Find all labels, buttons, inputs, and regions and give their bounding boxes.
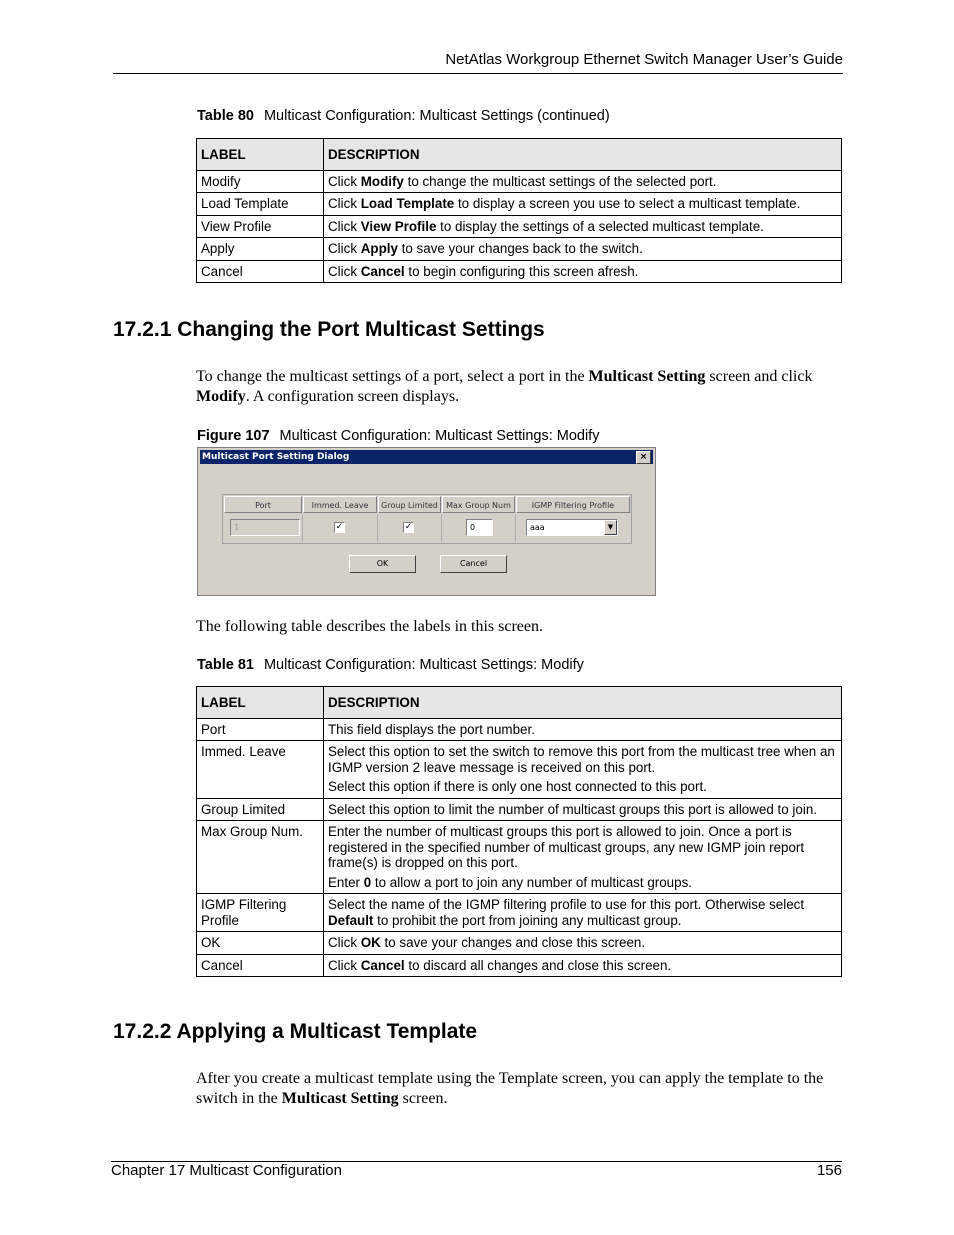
row-description: Click Apply to save your changes back to the switch.: [324, 238, 842, 261]
row-description: Click Cancel to discard all changes and close this screen.: [324, 954, 842, 977]
close-icon[interactable]: ×: [636, 451, 651, 464]
figure-107-caption: [197, 428, 599, 444]
table-row: [197, 260, 842, 283]
table-row: [197, 894, 842, 932]
table-row: [197, 932, 842, 955]
max-group-num-input[interactable]: 0: [466, 519, 493, 536]
row-description: Select the name of the IGMP filtering profile to use for this port. Otherwise select Default to prohibit the port from joining any multicast group.: [324, 894, 842, 932]
igmp-profile-select[interactable]: [526, 519, 618, 536]
table-row: [197, 718, 842, 741]
footer-chapter: Chapter 17 Multicast Configuration: [111, 1162, 342, 1179]
row-label: OK: [197, 932, 324, 955]
table-80-caption: [197, 108, 610, 124]
row-label: IGMP Filtering Profile: [197, 894, 324, 932]
row-description: Select this option to set the switch to remove this port from the multicast tree when an IGMP version 2 leave message is received on this port. Select this option if there is only one host connected to this port.: [324, 741, 842, 799]
running-header: NetAtlas Workgroup Ethernet Switch Manager User’s Guide: [445, 51, 843, 68]
table-row: [197, 170, 842, 193]
header-rule: [113, 73, 843, 74]
port-cell: [224, 514, 303, 542]
table-row: [197, 238, 842, 261]
table-row: [197, 741, 842, 799]
caption-text: Multicast Configuration: Multicast Settings (continued): [263, 108, 610, 124]
col-label: LABEL: [197, 687, 324, 719]
table-row: [197, 798, 842, 821]
table-80: [196, 138, 842, 283]
section-heading: 17.2.1 Changing the Port Multicast Settings: [113, 318, 545, 341]
dialog-title-bar: [200, 450, 653, 464]
table-intro-paragraph: The following table describes the labels in this screen.: [196, 618, 544, 635]
max-group-num-cell: [442, 514, 516, 542]
table-row: [197, 215, 842, 238]
caption-text: Multicast Configuration: Multicast Settings: Modify: [279, 428, 600, 444]
section-heading: 17.2.2 Applying a Multicast Template: [113, 1020, 478, 1043]
table-row: [197, 821, 842, 894]
row-description: Click View Profile to display the settings of a selected multicast template.: [324, 215, 842, 238]
row-description: Click Modify to change the multicast settings of the selected port.: [324, 170, 842, 193]
table-row: [197, 193, 842, 216]
row-label: Immed. Leave: [197, 741, 324, 799]
row-description: Click Cancel to begin configuring this screen afresh.: [324, 260, 842, 283]
table-81-caption: [197, 657, 584, 673]
igmp-profile-cell: [516, 514, 632, 542]
chevron-down-icon[interactable]: ▼: [604, 520, 617, 535]
table-row: [197, 954, 842, 977]
col-description: DESCRIPTION: [324, 687, 842, 719]
col-description: DESCRIPTION: [324, 139, 842, 171]
col-header-max-group-num: Max Group Num: [442, 496, 515, 513]
caption-number: Figure 107: [197, 428, 270, 444]
group-limited-checkbox[interactable]: ✓: [404, 522, 413, 532]
col-header-igmp-filtering-profile: IGMP Filtering Profile: [516, 496, 630, 513]
row-label: Group Limited: [197, 798, 324, 821]
col-header-group-limited: Group Limited: [378, 496, 441, 513]
section-paragraph: After you create a multicast template using the Template screen, you can apply the template to the switch in the Multicast Setting screen.: [196, 1070, 824, 1107]
row-label: Modify: [197, 170, 324, 193]
row-description: Enter the number of multicast groups this port is allowed to join. Once a port is registered in the specified number of multicast groups, any new IGMP join report frame(s) is dropped on this port. Enter 0 to allow a port to join any number of multicast groups.: [324, 821, 842, 894]
immed-leave-checkbox[interactable]: ✓: [335, 522, 344, 532]
row-description: Click OK to save your changes and close this screen.: [324, 932, 842, 955]
table-header-row: [197, 687, 842, 719]
row-label: Cancel: [197, 954, 324, 977]
caption-number: Table 80: [197, 108, 254, 124]
section-paragraph: To change the multicast settings of a port, select a port in the Multicast Setting screen and click Modify. A configuration screen displays.: [196, 368, 813, 405]
row-label: Max Group Num.: [197, 821, 324, 894]
table-header-row: [197, 139, 842, 171]
row-label: Port: [197, 718, 324, 741]
row-label: Cancel: [197, 260, 324, 283]
cancel-button[interactable]: Cancel: [440, 555, 507, 573]
col-header-immed-leave: Immed. Leave: [303, 496, 377, 513]
row-description: Click Load Template to display a screen you use to select a multicast template.: [324, 193, 842, 216]
footer-page-number: 156: [816, 1162, 842, 1179]
group-limited-cell: [378, 514, 442, 542]
multicast-port-setting-dialog: [197, 447, 656, 596]
col-label: LABEL: [197, 139, 324, 171]
row-label: View Profile: [197, 215, 324, 238]
dialog-title: Multicast Port Setting Dialog: [202, 452, 350, 462]
table-81: [196, 686, 842, 977]
immed-leave-cell: [303, 514, 378, 542]
ok-button[interactable]: OK: [349, 555, 416, 573]
row-label: Load Template: [197, 193, 324, 216]
row-description: This field displays the port number.: [324, 718, 842, 741]
row-description: Select this option to limit the number of multicast groups this port is allowed to join.: [324, 798, 842, 821]
port-settings-grid: [222, 494, 632, 544]
igmp-profile-value: aaa: [530, 523, 545, 532]
caption-text: Multicast Configuration: Multicast Settings: Modify: [263, 657, 584, 673]
row-label: Apply: [197, 238, 324, 261]
port-field: 1: [230, 519, 300, 536]
caption-number: Table 81: [197, 657, 254, 673]
col-header-port: Port: [224, 496, 302, 513]
